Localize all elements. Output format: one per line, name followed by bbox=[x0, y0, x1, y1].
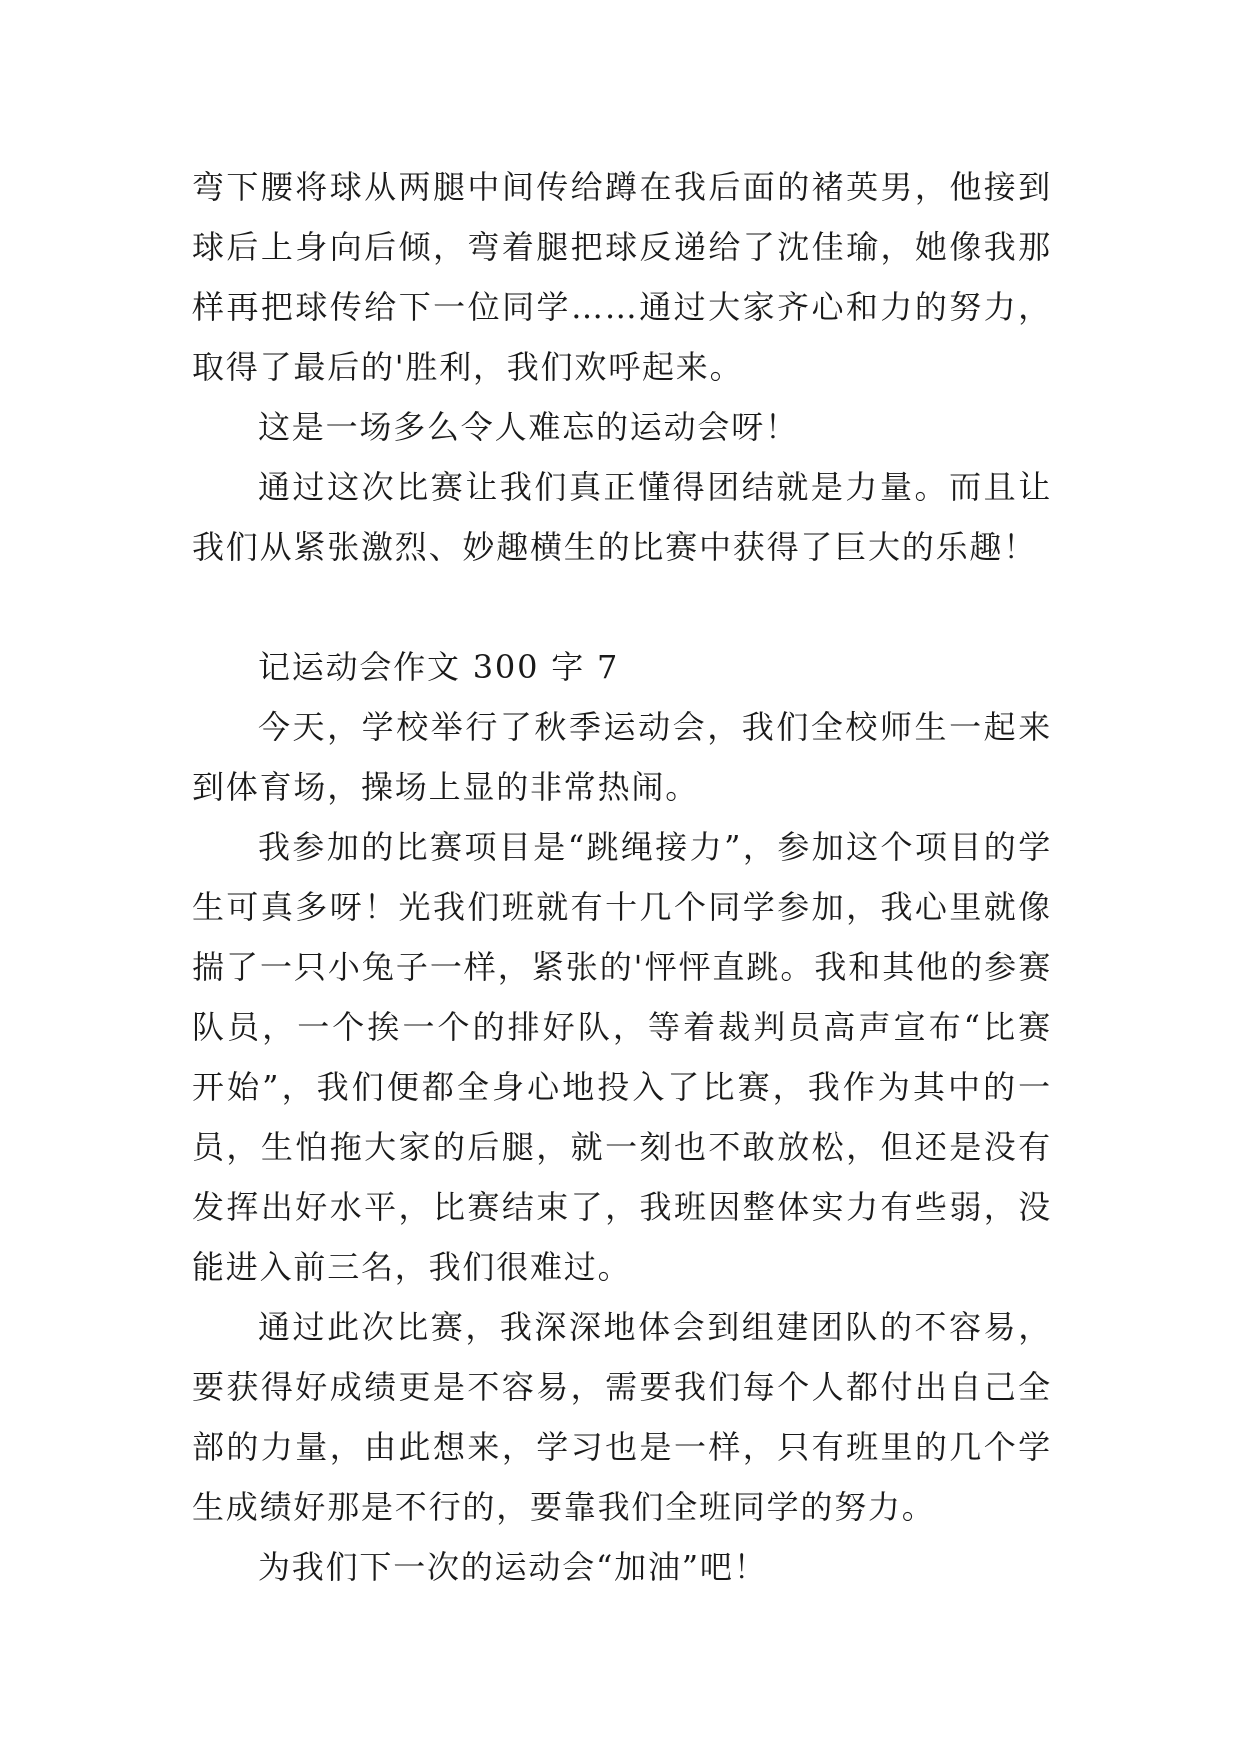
paragraph-closing: 为我们下一次的运动会“加油”吧！ bbox=[258, 1548, 768, 1586]
paragraph-race: 我参加的比赛项目是“跳绳接力”，参加这个项目的学生可真多呀！光我们班就有十几个同学参加，我心里就像揣了一只小兔子一样，紧张的'怦怦直跳。我和其他的参赛队员，一个挨一个的排好队，等着裁判员高声宣布“比赛开始”，我们便都全身心地投入了比赛，我作为其中的一员，生怕拖大家的后腿，就一刻也不敢放松，但还是没有发挥出好水平，比赛结束了，我班因整体实力有些弱，没能进入前三名，我们很难过。 bbox=[192, 828, 1052, 1286]
paragraph-continued: 弯下腰将球从两腿中间传给蹲在我后面的褚英男，他接到球后上身向后倾，弯着腿把球反递给了沈佳瑜，她像我那样再把球传给下一位同学……通过大家齐心和力的努力，取得了最后的'胜利，我们欢呼起来。 bbox=[192, 168, 1052, 386]
section-title: 记运动会作文 300 字 7 bbox=[258, 648, 620, 686]
paragraph-conclusion: 通过这次比赛让我们真正懂得团结就是力量。而且让我们从紧张激烈、妙趣横生的比赛中获得了巨大的乐趣！ bbox=[192, 468, 1052, 566]
paragraph-exclamation: 这是一场多么令人难忘的运动会呀！ bbox=[258, 408, 799, 446]
paragraph-reflection: 通过此次比赛，我深深地体会到组建团队的不容易，要获得好成绩更是不容易，需要我们每个人都付出自己全部的力量，由此想来，学习也是一样，只有班里的几个学生成绩好那是不行的，要靠我们全班同学的努力。 bbox=[192, 1308, 1052, 1526]
document-body bbox=[192, 157, 1052, 1597]
paragraph-intro: 今天，学校举行了秋季运动会，我们全校师生一起来到体育场，操场上显的非常热闹。 bbox=[192, 708, 1052, 806]
